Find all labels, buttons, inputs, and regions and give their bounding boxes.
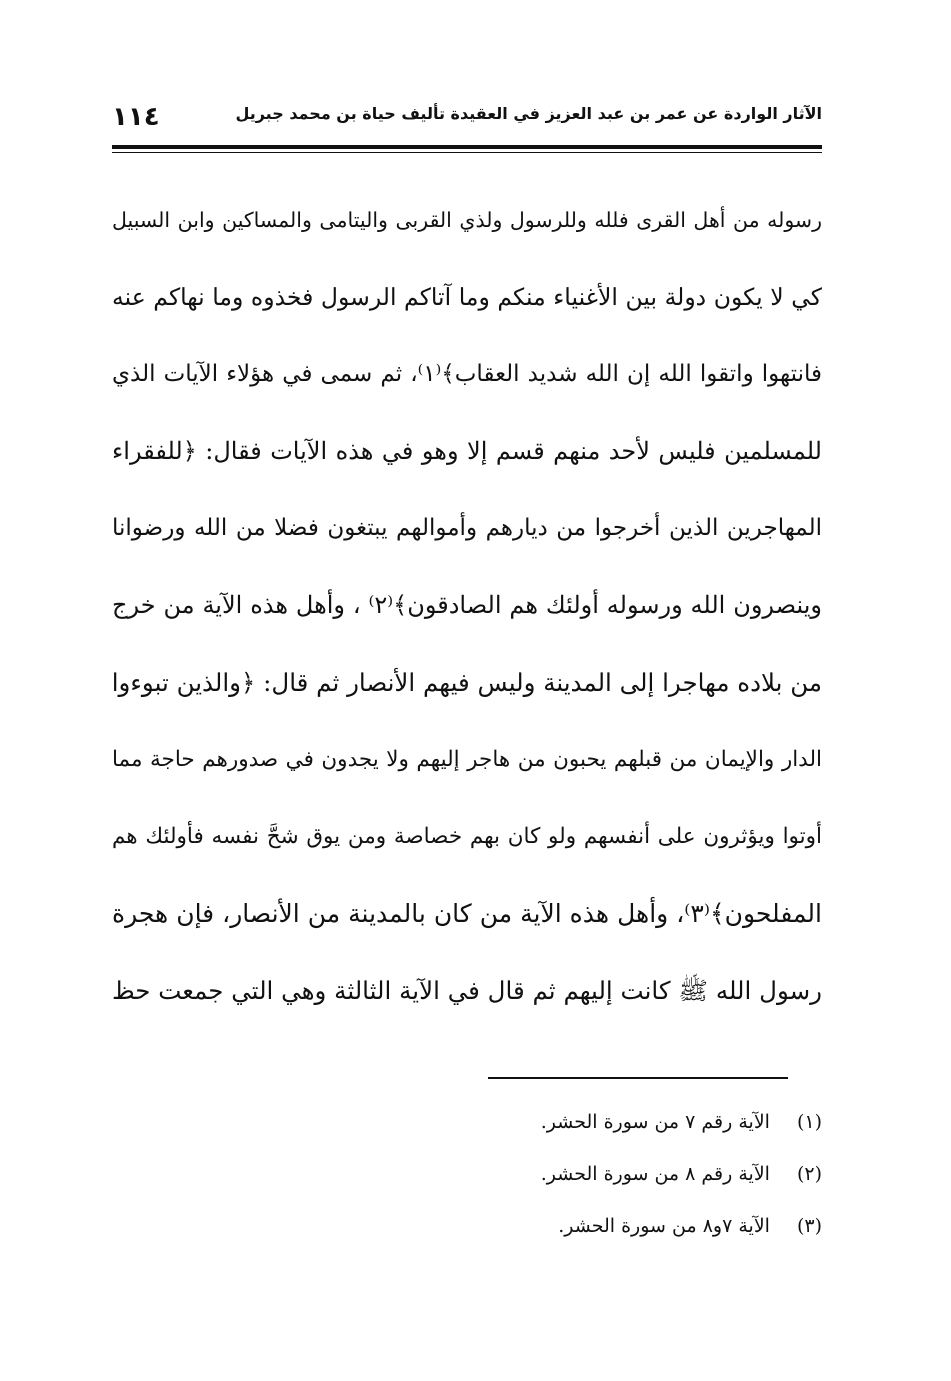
footnote-text: الآية رقم ٨ من سورة الحشر. (540, 1163, 770, 1185)
footnote-text: الآية ٧و٨ من سورة الحشر. (558, 1215, 770, 1237)
body-line: المهاجرين الذين أخرجوا من ديارهم وأموالهم يبتغون فضلا من الله ورضوانا (112, 515, 822, 541)
body-line: الدار والإيمان من قبلهم يحبون من هاجر إليهم ولا يجدون في صدورهم حاجة مما (112, 747, 822, 772)
footnote-number: (٢) (796, 1163, 822, 1185)
footnotes (400, 1100, 822, 1256)
body-line: أوتوا ويؤثرون على أنفسهم ولو كان بهم خصاصة ومن يوق شحَّ نفسه فأولئك هم (112, 824, 822, 849)
footnote-number: (٣) (796, 1215, 822, 1237)
footnote-number: (١) (796, 1111, 822, 1133)
footnote-item (400, 1100, 822, 1152)
body-line: فانتهوا واتقوا الله إن الله شديد العقاب﴾⁽١⁾، ثم سمى في هؤلاء الآيات الذي (112, 361, 822, 387)
body-text (112, 182, 822, 1029)
header-rule-thick (112, 145, 822, 149)
footnote-item (400, 1204, 822, 1256)
body-line: وينصرون الله ورسوله أولئك هم الصادقون﴾⁽٢⁾ ، وأهل هذه الآية من خرج (112, 591, 822, 619)
footnote-separator (488, 1077, 788, 1079)
header-title: الآثار الواردة عن عمر بن عبد العزيز في العقيدة تأليف حياة بن محمد جبريل (235, 104, 822, 123)
page-number: ١١٤ (112, 102, 160, 132)
running-header (112, 100, 822, 140)
footnote-item (400, 1152, 822, 1204)
body-line: كي لا يكون دولة بين الأغنياء منكم وما آتاكم الرسول فخذوه وما نهاكم عنه (112, 283, 822, 311)
body-line: المفلحون﴾⁽٣⁾، وأهل هذه الآية من كان بالمدينة من الأنصار، فإن هجرة (112, 899, 822, 928)
footnote-text: الآية رقم ٧ من سورة الحشر. (540, 1111, 770, 1133)
header-rule-thin (112, 152, 822, 153)
body-line: رسول الله ﷺ كانت إليهم ثم قال في الآية الثالثة وهي التي جمعت حظ (112, 976, 822, 1005)
body-line: رسوله من أهل القرى فلله وللرسول ولذي القربى واليتامى والمساكين وابن السبيل (112, 208, 822, 232)
body-line: من بلاده مهاجرا إلى المدينة وليس فيهم الأنصار ثم قال: ﴿والذين تبوءوا (111, 668, 822, 697)
body-line: للمسلمين فليس لأحد منهم قسم إلا وهو في هذه الآيات فقال: ﴿للفقراء (112, 437, 822, 465)
